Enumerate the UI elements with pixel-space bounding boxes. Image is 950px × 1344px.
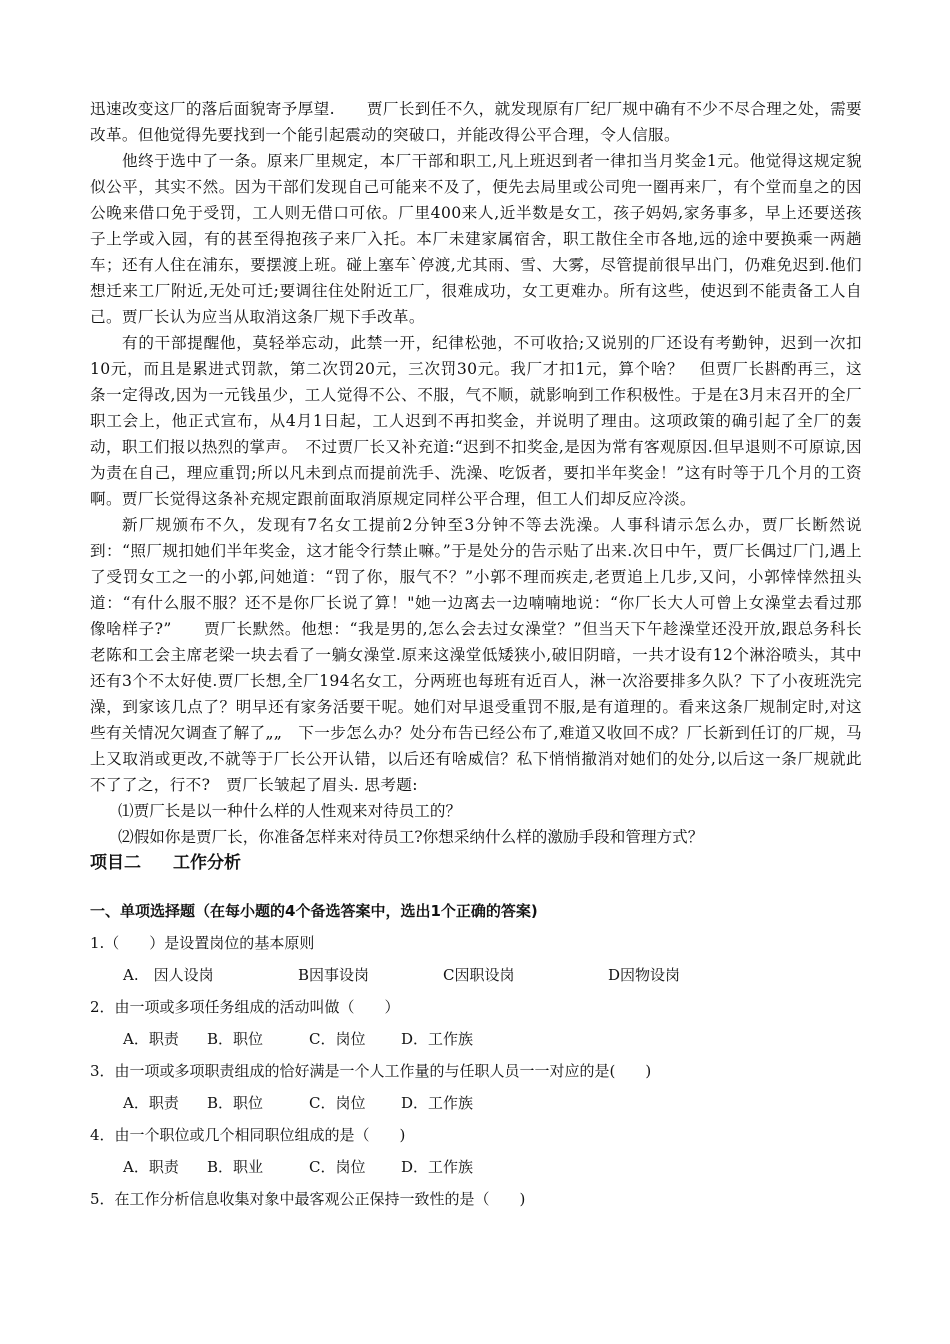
q3-option-d: D．工作族 xyxy=(401,1094,474,1112)
question-2-stem: 2．由一项或多项任务组成的活动叫做（ ） xyxy=(90,998,400,1016)
question-3-stem: 3．由一项或多项职责组成的恰好满是一个人工作量的与任职人员一一对应的是( ) xyxy=(90,1062,652,1080)
question-1-options xyxy=(90,962,862,988)
project-heading xyxy=(90,850,862,876)
question-4-options xyxy=(90,1154,862,1180)
question-2-options xyxy=(90,1026,862,1052)
q4-option-b: B．职业 xyxy=(207,1158,264,1176)
q4-option-c: C．岗位 xyxy=(309,1158,366,1176)
document-page xyxy=(90,96,862,1212)
q3-option-c: C．岗位 xyxy=(309,1094,366,1112)
q2-option-d: D．工作族 xyxy=(401,1030,474,1048)
q2-option-b: B．职位 xyxy=(207,1030,264,1048)
q1-option-d: D因物设岗 xyxy=(608,966,681,984)
question-4-stem: 4．由一个职位或几个相同职位组成的是（ ) xyxy=(90,1126,406,1144)
project-title: 工作分析 xyxy=(173,853,241,873)
q2-option-c: C．岗位 xyxy=(309,1030,366,1048)
q4-option-d: D．工作族 xyxy=(401,1158,474,1176)
question-3-options xyxy=(90,1090,862,1116)
question-1-stem: 1.（ ）是设置岗位的基本原则 xyxy=(90,934,315,952)
question-5-stem: 5．在工作分析信息收集对象中最客观公正保持一致性的是（ ) xyxy=(90,1190,526,1208)
q3-option-a: A．职责 xyxy=(123,1094,179,1112)
case-paragraph-2: 他终于选中了一条。原来厂里规定，本厂干部和职工,凡上班迟到者一律扣当月奖金1元。他觉得这规定貌似公平，其实不然。因为干部们发现自己可能来不及了，便先去局里或公司兜一圈再来厂，有个堂而皇之的因公晚来借口免于受罚，工人则无借口可依。厂里400来人,近半数是女工，孩子妈妈,家务事多，早上还要送孩子上学或入园，有的甚至得抱孩子来厂入托。本厂未建家属宿舍，职工散住全市各地,远的途中要换乘一两趟车；还有人住在浦东，要摆渡上班。碰上塞车`停渡,尤其雨、雪、大雾，尽管提前很早出门，仍难免迟到.他们想迁来工厂附近,无处可迁;要调往住处附近工厂，很难成功，女工更难办。所有这些，使迟到不能责备工人自己。贾厂长认为应当从取消这条厂规下手改革。 xyxy=(90,152,862,326)
case-paragraph-4: 新厂规颁布不久，发现有7名女工提前2分钟至3分钟不等去洗澡。人事科请示怎么办，贾厂长断然说到：“照厂规扣她们半年奖金，这才能令行禁止嘛。”于是处分的告示贴了出来.次日中午，贾厂长偶过厂门,遇上了受罚女工之一的小郭,问她道：“罚了你，服气不？”小郭不理而疾走,老贾追上几步,又问，小郭悻悻然扭头道：“有什么服不服？还不是你厂长说了算！"她一边离去一边喃喃地说：“你厂长大人可曾上女澡堂去看过那像啥样子?” 贾厂长默然。他想：“我是男的,怎么会去过女澡堂？”但当天下午趁澡堂还没开放,跟总务科长老陈和工会主席老梁一块去看了一躺女澡堂.原来这澡堂低矮狭小,破旧阴暗，一共才设有12个淋浴喷头，其中还有3个不太好使.贾厂长想,全厂194名女工，分两班也每班有近百人，淋一次浴要排多久队？下了小夜班洗完澡，到家该几点了？明早还有家务活要干呢。她们对早退受重罚不服,是有道理的。看来这条厂规制定时,对这些有关情况欠调查了解了„„ 下一步怎么办？处分布告已经公布了,难道又收回不成？厂长新到任订的厂规，马上又取消或更改,不就等于厂长公开认错，以后还有啥威信？私下悄悄撤消对她们的处分,以后这一条厂规就此不了了之，行不? 贾厂长皱起了眉头. 思考题: xyxy=(90,516,862,794)
discussion-question-2: ⑵假如你是贾厂长，你准备怎样来对待员工?你想采纳什么样的激励手段和管理方式？ xyxy=(118,828,704,846)
section-title: 一、单项选择题（在每小题的4个备选答案中，选出1个正确的答案) xyxy=(90,902,538,920)
discussion-question-1: ⑴贾厂长是以一种什么样的人性观来对待员工的？ xyxy=(118,802,462,820)
q1-option-c: C因职设岗 xyxy=(443,966,515,984)
case-paragraph-3: 有的干部提醒他，莫轻举忘动，此禁一开，纪律松弛，不可收拾;又说别的厂还设有考勤钟，迟到一次扣10元，而且是累进式罚款，第二次罚20元，三次罚30元。我厂才扣1元，算个啥？ 但贾厂长斟酌再三，这条一定得改,因为一元钱虽少，工人觉得不公、不服，气不顺，就影响到工作积极性。于是在3月末召开的全厂职工会上，他正式宣布，从4月1日起，工人迟到不再扣奖金，并说明了理由。这项政策的确引起了全厂的轰动，职工们报以热烈的掌声。 不过贾厂长又补充道:“迟到不扣奖金,是因为常有客观原因.但早退则不可原谅,因为责在自己，理应重罚;所以凡未到点而提前洗手、洗澡、吃饭者，要扣半年奖金！”这有时等于几个月的工资啊。贾厂长觉得这条补充规定跟前面取消原规定同样公平合理，但工人们却反应冷淡。 xyxy=(90,334,862,508)
q4-option-a: A．职责 xyxy=(123,1158,179,1176)
q3-option-b: B．职位 xyxy=(207,1094,264,1112)
q1-option-a: A. 因人设岗 xyxy=(123,966,214,984)
q2-option-a: A．职责 xyxy=(123,1030,179,1048)
case-paragraph-1: 迅速改变这厂的落后面貌寄予厚望. 贾厂长到任不久，就发现原有厂纪厂规中确有不少不尽合理之处，需要改革。但他觉得先要找到一个能引起震动的突破口，并能改得公平合理，令人信服。 xyxy=(90,100,862,144)
project-label: 项目二 xyxy=(90,853,141,873)
q1-option-b: B因事设岗 xyxy=(298,966,370,984)
